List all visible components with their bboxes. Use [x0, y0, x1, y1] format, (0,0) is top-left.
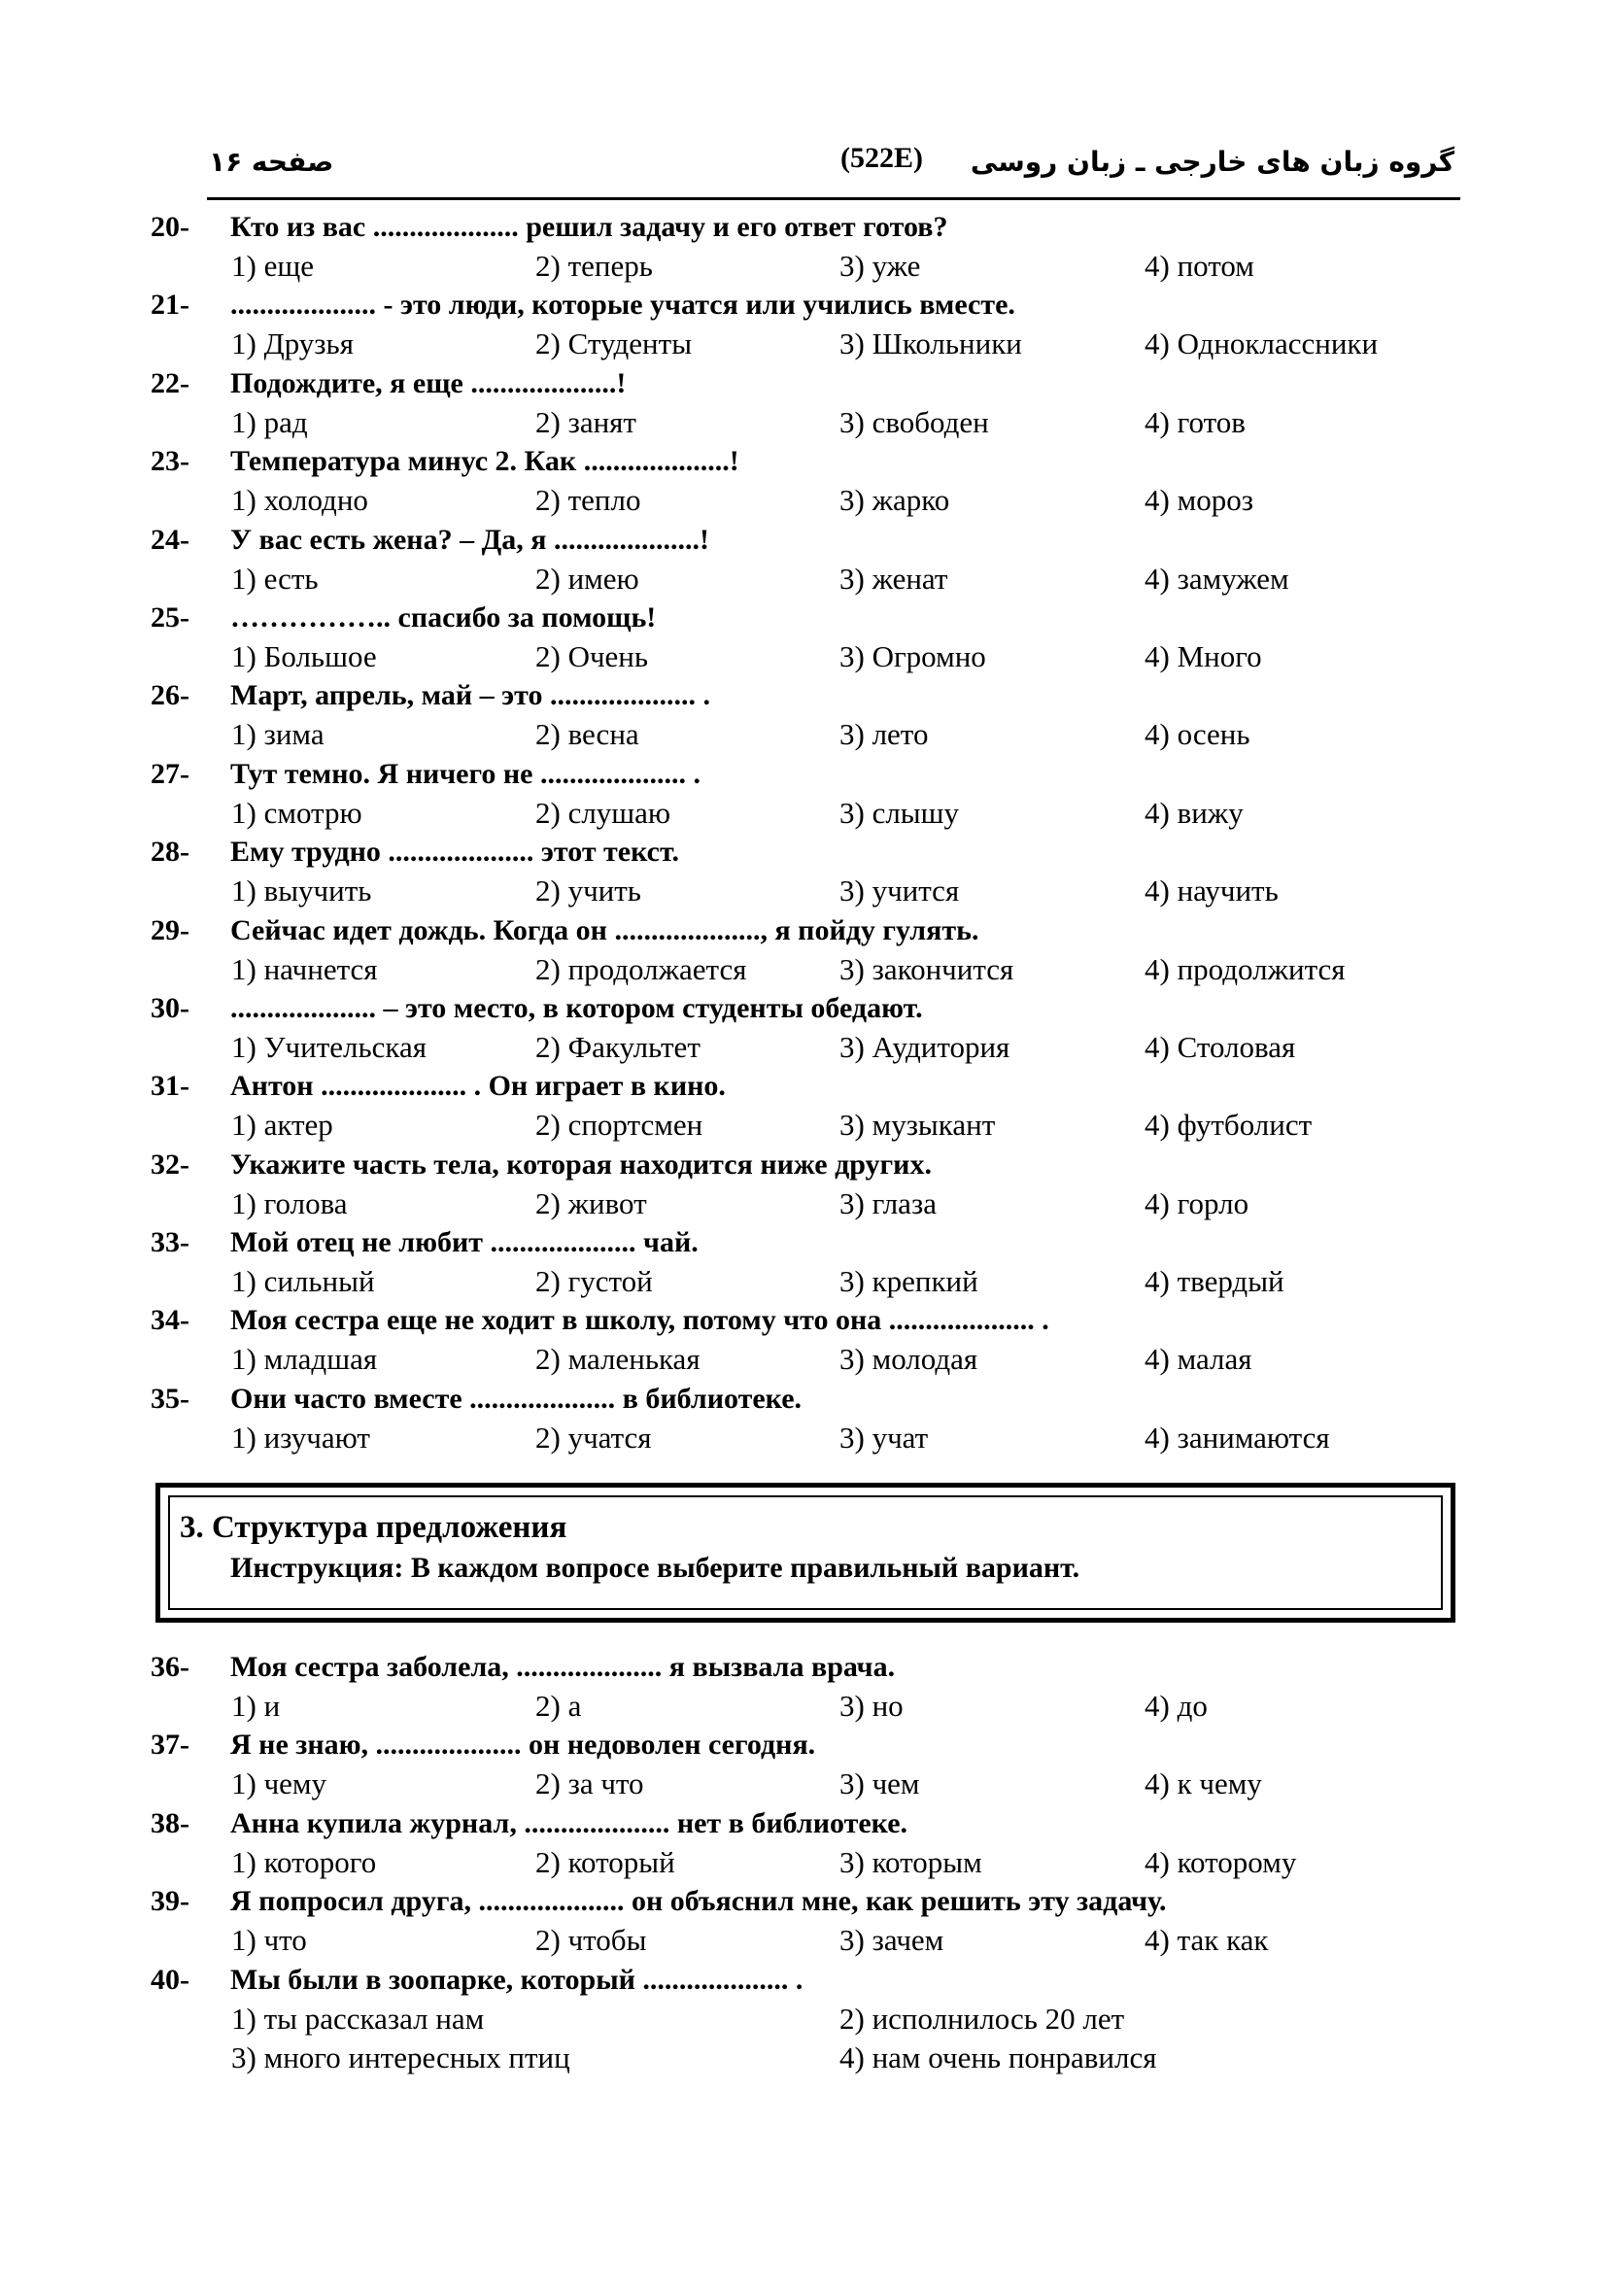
question-number: 36- [151, 1651, 189, 1683]
option-1[interactable]: 1) которого [231, 1844, 377, 1879]
question-text: Март, апрель, май – это .................... . [230, 679, 710, 712]
option-3[interactable]: 3) которым [839, 1844, 982, 1879]
option-4[interactable]: 4) вижу [1145, 795, 1244, 830]
option-1[interactable]: 1) младшая [231, 1342, 378, 1377]
option-2[interactable]: 2) который [535, 1844, 675, 1879]
option-1[interactable]: 1) изучают [231, 1420, 370, 1455]
option-1[interactable]: 1) Друзья [231, 326, 354, 361]
question-text: Моя сестра еще не ходит в школу, потому что она .................... . [230, 1304, 1049, 1337]
question-text: Анна купила журнал, .................... нет в библиотеке. [230, 1806, 908, 1839]
option-1[interactable]: 1) чему [231, 1766, 327, 1801]
option-3[interactable]: 3) молодая [839, 1342, 978, 1377]
option-3[interactable]: 3) учится [839, 874, 960, 908]
option-3[interactable]: 3) лето [839, 717, 929, 752]
option-2[interactable]: 2) учатся [535, 1420, 652, 1455]
question [0, 521, 1607, 599]
option-2[interactable]: 2) весна [535, 717, 639, 752]
section-instruction: Инструкция: В каждом вопросе выберите правильный вариант. [230, 1552, 1080, 1584]
page-number: صفحه ۱۶ [209, 146, 334, 178]
question-number: 38- [151, 1806, 189, 1839]
option-4[interactable]: 4) занимаются [1145, 1420, 1330, 1455]
question [0, 1223, 1607, 1301]
option-3[interactable]: 3) крепкий [839, 1264, 978, 1299]
option-2[interactable]: 2) тепло [535, 483, 641, 518]
question-number: 23- [151, 445, 189, 478]
option-2[interactable]: 2) густой [535, 1264, 653, 1299]
question [0, 911, 1607, 989]
question-number: 30- [151, 991, 189, 1024]
option-3[interactable]: 3) Школьники [839, 326, 1022, 361]
question [0, 1726, 1607, 1803]
question [0, 1146, 1607, 1223]
option-1[interactable]: 1) сильный [231, 1264, 375, 1299]
option-1[interactable]: 1) рад [231, 404, 308, 439]
option-2[interactable]: 2) теперь [535, 249, 653, 283]
option-1[interactable]: 1) Большое [231, 638, 377, 673]
option-4[interactable]: 4) горло [1145, 1185, 1249, 1220]
option-4[interactable]: 4) Столовая [1145, 1029, 1296, 1064]
option-4[interactable]: 4) Одноклассники [1145, 326, 1379, 361]
option-4[interactable]: 4) потом [1145, 249, 1254, 283]
exam-title: گروه زبان های خارجی ـ زبان روسی [970, 146, 1454, 178]
option-3[interactable]: 3) жарко [839, 483, 950, 518]
option-1[interactable]: 1) и [231, 1689, 281, 1723]
question [0, 676, 1607, 754]
question-text: Мы были в зоопарке, который .................... . [230, 1964, 804, 1996]
page-header [0, 0, 1607, 185]
option-4[interactable]: 4) футболист [1145, 1108, 1313, 1143]
question-number: 26- [151, 679, 189, 712]
question-number: 39- [151, 1885, 189, 1918]
question-text: Антон .................... . Он играет в кино. [230, 1070, 726, 1103]
exam-code: (522E) [840, 142, 923, 174]
option-2[interactable]: 2) Студенты [535, 326, 693, 361]
option-4[interactable]: 4) Много [1145, 638, 1262, 673]
question-text: …………….. спасибо за помощь! [230, 600, 657, 634]
option-2[interactable]: 2) маленькая [535, 1342, 701, 1377]
question [0, 364, 1607, 442]
question [0, 1961, 1607, 2116]
question-text: Я не знаю, .................... он недоволен сегодня. [230, 1729, 816, 1762]
option-2[interactable]: 2) слушаю [535, 795, 671, 830]
question-text: Кто из вас .................... решил задачу и его ответ готов? [230, 211, 948, 243]
option-4[interactable]: 4) научить [1145, 874, 1279, 908]
option-4[interactable]: 4) до [1145, 1689, 1208, 1723]
question [0, 1648, 1607, 1726]
question-number: 29- [151, 913, 189, 946]
option-2[interactable]: 2) имею [535, 561, 639, 596]
question-text: Укажите часть тела, которая находится ниже других. [230, 1148, 932, 1181]
question-text: Температура минус 2. Как ....................! [230, 445, 739, 478]
question [0, 208, 1607, 286]
option-4[interactable]: 4) нам очень понравился [839, 2040, 1157, 2074]
option-1[interactable]: 1) ты рассказал нам [231, 2002, 485, 2036]
option-3[interactable]: 3) зачем [839, 1923, 944, 1958]
option-1[interactable]: 1) холодно [231, 483, 368, 518]
question-number: 35- [151, 1382, 189, 1415]
option-3[interactable]: 3) закончится [839, 951, 1014, 986]
question [0, 755, 1607, 833]
option-4[interactable]: 4) твердый [1145, 1264, 1284, 1299]
option-2[interactable]: 2) спортсмен [535, 1108, 703, 1143]
option-3[interactable]: 3) чем [839, 1766, 920, 1801]
question-text: .................... - это люди, которые учатся или учились вместе. [230, 289, 1015, 322]
question-number: 40- [151, 1964, 189, 1996]
option-4[interactable]: 4) продолжится [1145, 951, 1346, 986]
option-4[interactable]: 4) так как [1145, 1923, 1269, 1958]
option-1[interactable]: 1) Учительская [231, 1029, 427, 1064]
question [0, 1301, 1607, 1379]
option-1[interactable]: 1) начнется [231, 951, 378, 986]
option-4[interactable]: 4) к чему [1145, 1766, 1262, 1801]
option-3[interactable]: 3) Огромно [839, 638, 986, 673]
option-2[interactable]: 2) Очень [535, 638, 649, 673]
option-2[interactable]: 2) учить [535, 874, 641, 908]
option-2[interactable]: 2) исполнилось 20 лет [839, 2002, 1125, 2036]
question-number: 25- [151, 600, 189, 634]
option-1[interactable]: 1) голова [231, 1185, 348, 1220]
question [0, 989, 1607, 1067]
option-4[interactable]: 4) мороз [1145, 483, 1253, 518]
option-3[interactable]: 3) музыкант [839, 1108, 996, 1143]
question-number: 20- [151, 211, 189, 243]
question-number: 27- [151, 757, 189, 790]
option-3[interactable]: 3) глаза [839, 1185, 937, 1220]
option-2[interactable]: 2) а [535, 1689, 582, 1723]
question-text: Подождите, я еще ....................! [230, 366, 627, 399]
question-number: 24- [151, 523, 189, 556]
question-list-structure [0, 1648, 1607, 1961]
section-title: 3. Структура предложения [180, 1510, 567, 1545]
question [0, 1067, 1607, 1145]
option-3[interactable]: 3) учат [839, 1420, 929, 1455]
option-3[interactable]: 3) много интересных птиц [231, 2040, 570, 2074]
option-1[interactable]: 1) еще [231, 249, 314, 283]
question-number: 22- [151, 366, 189, 399]
question-number: 37- [151, 1729, 189, 1762]
option-4[interactable]: 4) готов [1145, 404, 1246, 439]
question-text: Я попросил друга, .................... он объяснил мне, как решить эту задачу. [230, 1885, 1167, 1918]
question-text: Сейчас идет дождь. Когда он ...................., я пойду гулять. [230, 913, 979, 946]
question-number: 32- [151, 1148, 189, 1181]
question [0, 1882, 1607, 1960]
question [0, 442, 1607, 520]
option-1[interactable]: 1) зима [231, 717, 325, 752]
option-4[interactable]: 4) замужем [1145, 561, 1289, 596]
option-2[interactable]: 2) Факультет [535, 1029, 701, 1064]
option-2[interactable]: 2) чтобы [535, 1923, 647, 1958]
option-3[interactable]: 3) слышу [839, 795, 960, 830]
question [0, 286, 1607, 363]
question-number: 21- [151, 289, 189, 322]
question-text: Тут темно. Я ничего не .................... . [230, 757, 701, 790]
question-number: 34- [151, 1304, 189, 1337]
option-1[interactable]: 1) актер [231, 1108, 333, 1143]
option-4[interactable]: 4) осень [1145, 717, 1250, 752]
question [0, 1380, 1607, 1457]
question-number: 31- [151, 1070, 189, 1103]
question-text: .................... – это место, в котором студенты обедают. [230, 991, 923, 1024]
option-1[interactable]: 1) смотрю [231, 795, 362, 830]
option-4[interactable]: 4) малая [1145, 1342, 1252, 1377]
question-number: 33- [151, 1226, 189, 1259]
option-4[interactable]: 4) которому [1145, 1844, 1297, 1879]
question [0, 1804, 1607, 1882]
option-2[interactable]: 2) за что [535, 1766, 644, 1801]
question-text: Ему трудно .................... этот текст. [230, 836, 679, 869]
question-40-block [0, 1961, 1607, 2116]
option-3[interactable]: 3) уже [839, 249, 921, 283]
question-text: Моя сестра заболела, .................... я вызвала врача. [230, 1651, 896, 1683]
option-3[interactable]: 3) свободен [839, 404, 989, 439]
option-2[interactable]: 2) занят [535, 404, 636, 439]
option-1[interactable]: 1) что [231, 1923, 307, 1958]
question-text: Они часто вместе .................... в библиотеке. [230, 1382, 803, 1415]
option-3[interactable]: 3) женат [839, 561, 948, 596]
question-list-vocabulary [0, 208, 1607, 1457]
option-1[interactable]: 1) выучить [231, 874, 372, 908]
header-divider [207, 197, 1460, 200]
question [0, 599, 1607, 676]
option-2[interactable]: 2) продолжается [535, 951, 747, 986]
question-text: У вас есть жена? – Да, я ....................! [230, 523, 709, 556]
option-3[interactable]: 3) но [839, 1689, 904, 1723]
question-number: 28- [151, 836, 189, 869]
question [0, 833, 1607, 910]
question-text: Мой отец не любит .................... чай. [230, 1226, 699, 1259]
option-3[interactable]: 3) Аудитория [839, 1029, 1010, 1064]
option-1[interactable]: 1) есть [231, 561, 319, 596]
option-2[interactable]: 2) живот [535, 1185, 647, 1220]
